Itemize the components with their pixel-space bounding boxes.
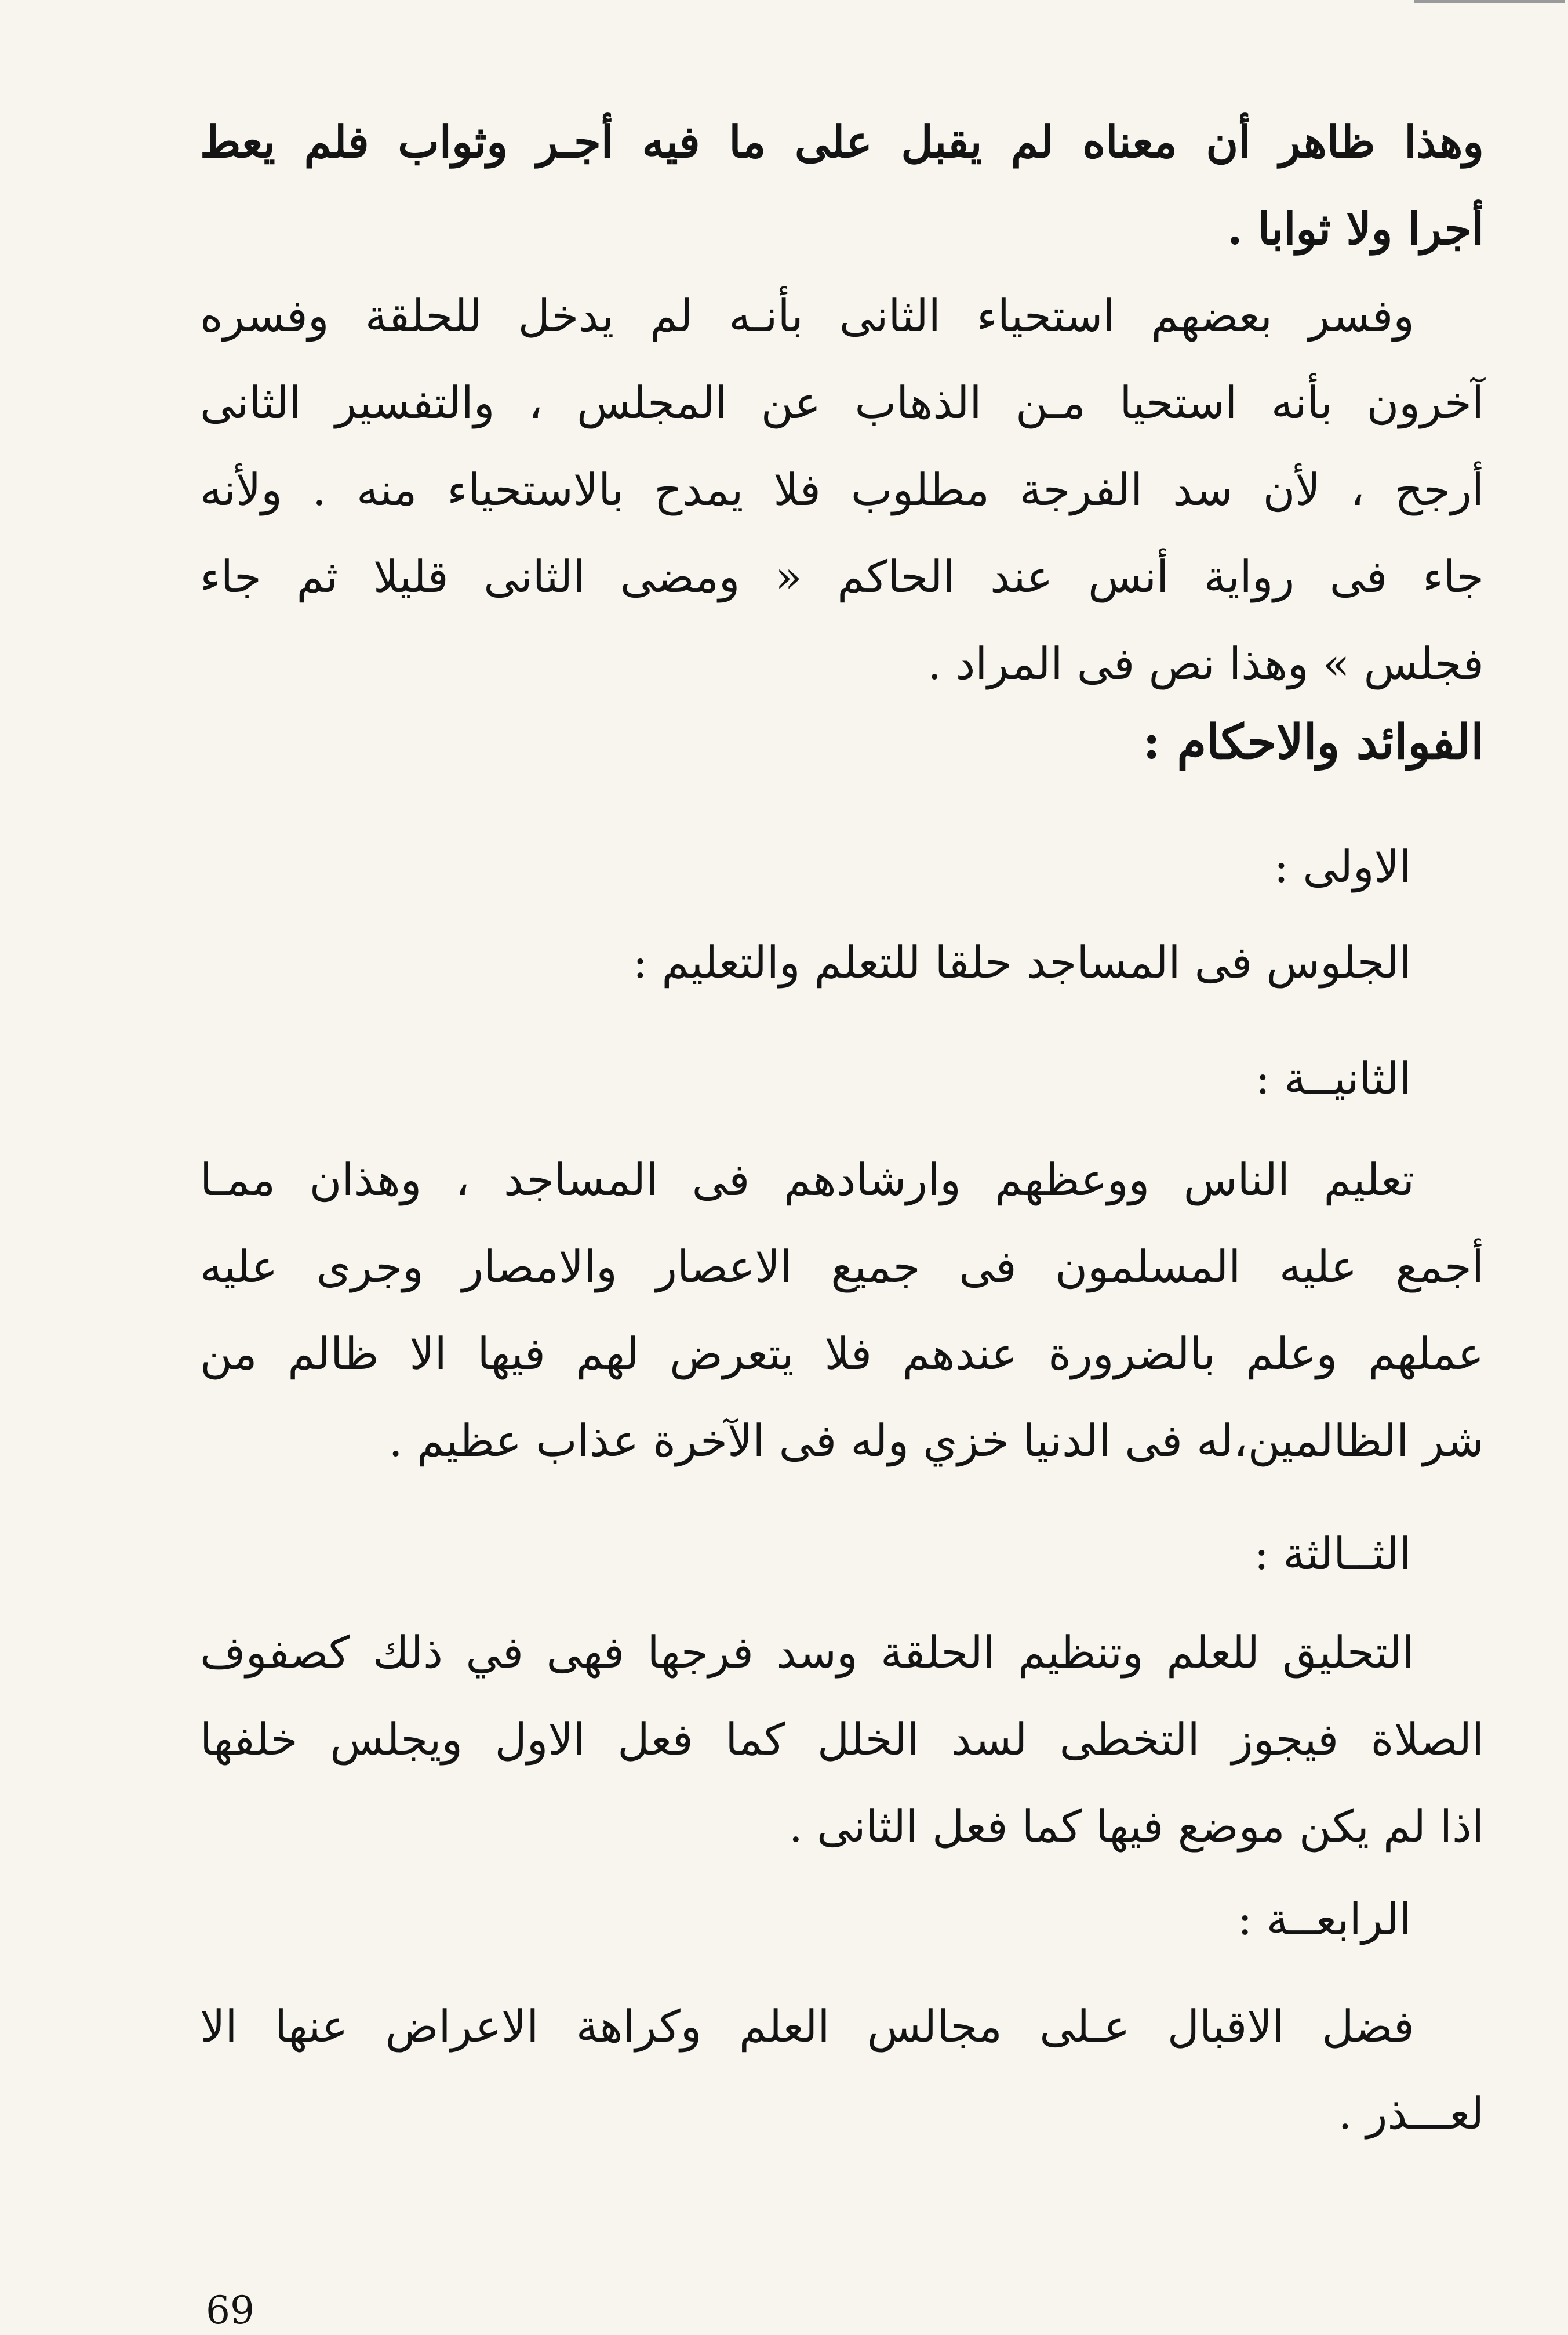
paragraph-line: اذا لم يكن موضع فيها كما فعل الثانى . [788, 1800, 1484, 1852]
paragraph-1 [200, 99, 1484, 273]
paragraph-line: الصلاة فيجوز التخطى لسد الخلل كما فعل الاول ويجلس خلفها [200, 1713, 1484, 1765]
paragraph-line: وفسر بعضهم استحياء الثانى بأنـه لم يدخل للحلقة وفسره [200, 290, 1414, 342]
scan-edge-line [1414, 0, 1565, 3]
paragraph-line: أجمع عليه المسلمون فى جميع الاعصار والامصار وجرى عليه [200, 1241, 1484, 1292]
paragraph-line: آخرون بأنه استحيا مـن الذهاب عن المجلس ، والتفسير الثانى [200, 377, 1484, 428]
paragraph-line: أرجح ، لأن سد الفرجة مطلوب فلا يمدح بالاستحياء منه . ولأنه [200, 464, 1484, 515]
first-text: الجلوس فى المساجد حلقا للتعلم والتعليم : [632, 936, 1411, 988]
paragraph-line: شر الظالمين،له فى الدنيا خزي وله فى الآخرة عذاب عظيم . [388, 1415, 1484, 1466]
paragraph-line: فجلس » وهذا نص فى المراد . [927, 638, 1484, 689]
paragraph-line: التحليق للعلم وتنظيم الحلقة وسد فرجها فهى في ذلك كصفوف [200, 1626, 1414, 1678]
paragraph-line: تعليم الناس ووعظهم وارشادهم فى المساجد ، وهذان ممـا [200, 1154, 1414, 1205]
label-fourth: الرابعــة : [1237, 1893, 1411, 1945]
paragraph-line: جاء فى رواية أنس عند الحاكم « ومضى الثانى قليلا ثم جاء [200, 551, 1484, 602]
section-heading: الفوائد والاحكام : [1143, 714, 1484, 770]
label-third: الثــالثة : [1254, 1528, 1411, 1579]
paragraph-3 [200, 1136, 1484, 1484]
paragraph-line: وهذا ظاهر أن معناه لم يقبل على ما فيه أجـر وثواب فلم يعط [200, 116, 1484, 168]
paragraph-line: فضل الاقبال عـلى مجالس العلم وكراهة الاعراض عنها الا [200, 2000, 1414, 2052]
paragraph-line: أجرا ولا ثوابا . [1227, 203, 1484, 255]
label-second: الثانيــة : [1255, 1052, 1411, 1104]
label-first: الاولى : [1274, 841, 1411, 892]
paragraph-2 [200, 273, 1484, 707]
paragraph-4 [200, 1609, 1484, 1870]
page-number: 69 [206, 2288, 254, 2333]
paragraph-line: عملهم وعلم بالضرورة عندهم فلا يتعرض لهم فيها الا ظالم من [200, 1328, 1484, 1379]
paragraph-line: لعـــذر . [1338, 2087, 1484, 2139]
paragraph-5 [200, 1983, 1484, 2157]
